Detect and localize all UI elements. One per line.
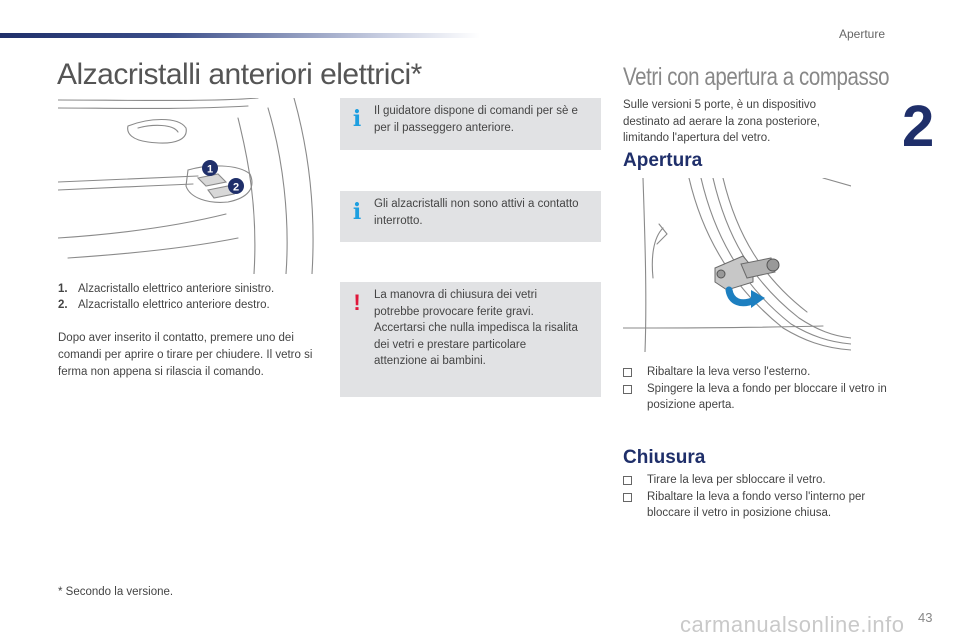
legend-text: Alzacristallo elettrico anteriore sinistro. [78, 283, 275, 295]
lever [715, 256, 779, 290]
callout-1 [202, 160, 218, 176]
svg-text:2: 2 [232, 181, 240, 194]
header-accent-bar [0, 33, 480, 38]
list-item: Spingere la leva a fondo per bloccare il vetro in posizione aperta. [623, 381, 893, 414]
note-text: Il guidatore dispone di comandi per sè e per il passeggero anteriore. [374, 105, 578, 134]
info-note [340, 191, 601, 242]
list-item: Ribaltare la leva a fondo verso l'interno per bloccare il vetro in posizione chiusa. [623, 489, 893, 522]
checkbox-icon [623, 476, 632, 485]
note-text: La manovra di chiusura dei vetri potrebbe provocare ferite gravi. Accertarsi che nulla impedisca la risalita dei vetri e prestare particolare attenzione ai bambini. [374, 289, 578, 367]
legend-number: 2. [58, 299, 68, 311]
note-text: Gli alzacristalli non sono attivi a contatto interrotto. [374, 198, 579, 227]
checkbox-icon [623, 368, 632, 377]
watermark: carmanualsonline.info [680, 612, 905, 637]
right-intro: Sulle versioni 5 porte, è un dispositivo destinato ad aerare la zona posteriore, limitando l'apertura del vetro. [623, 99, 820, 144]
legend-text: Alzacristallo elettrico anteriore destro. [78, 299, 270, 311]
callout-2 [228, 178, 244, 194]
checkbox-icon [623, 493, 632, 502]
list-item: Ribaltare la leva verso l'esterno. [623, 364, 893, 381]
page-title: Alzacristalli anteriori elettrici* [57, 58, 422, 91]
opening-steps [623, 364, 893, 414]
legend-number: 1. [58, 283, 68, 295]
closing-steps [623, 472, 893, 522]
right-section-title: Vetri con apertura a compasso [623, 63, 890, 91]
info-icon: i [352, 106, 362, 132]
warning-icon: ! [353, 290, 361, 315]
footnote: * Secondo la versione. [58, 586, 174, 598]
info-icon: i [352, 199, 362, 225]
legend-item [58, 281, 274, 297]
info-note [340, 98, 601, 150]
body-paragraph: Dopo aver inserito il contatto, premere uno dei comandi per aprire o tirare per chiudere. Il vetro si ferma non appena si rilascia il comando. [58, 332, 313, 378]
legend [58, 281, 274, 313]
list-item: Tirare la leva per sbloccare il vetro. [623, 472, 893, 489]
page-number: 43 [918, 610, 933, 625]
section-label: Aperture [838, 27, 885, 41]
checkbox-icon [623, 385, 632, 394]
heading-chiusura: Chiusura [623, 447, 706, 468]
heading-apertura: Apertura [623, 150, 703, 171]
rotate-arrow-icon [729, 290, 765, 308]
window-switch-illustration [58, 98, 320, 274]
compass-window-illustration [623, 178, 851, 352]
svg-text:1: 1 [206, 163, 214, 176]
warning-note [340, 282, 601, 397]
chapter-number: 2 [902, 94, 933, 159]
legend-item [58, 297, 274, 313]
